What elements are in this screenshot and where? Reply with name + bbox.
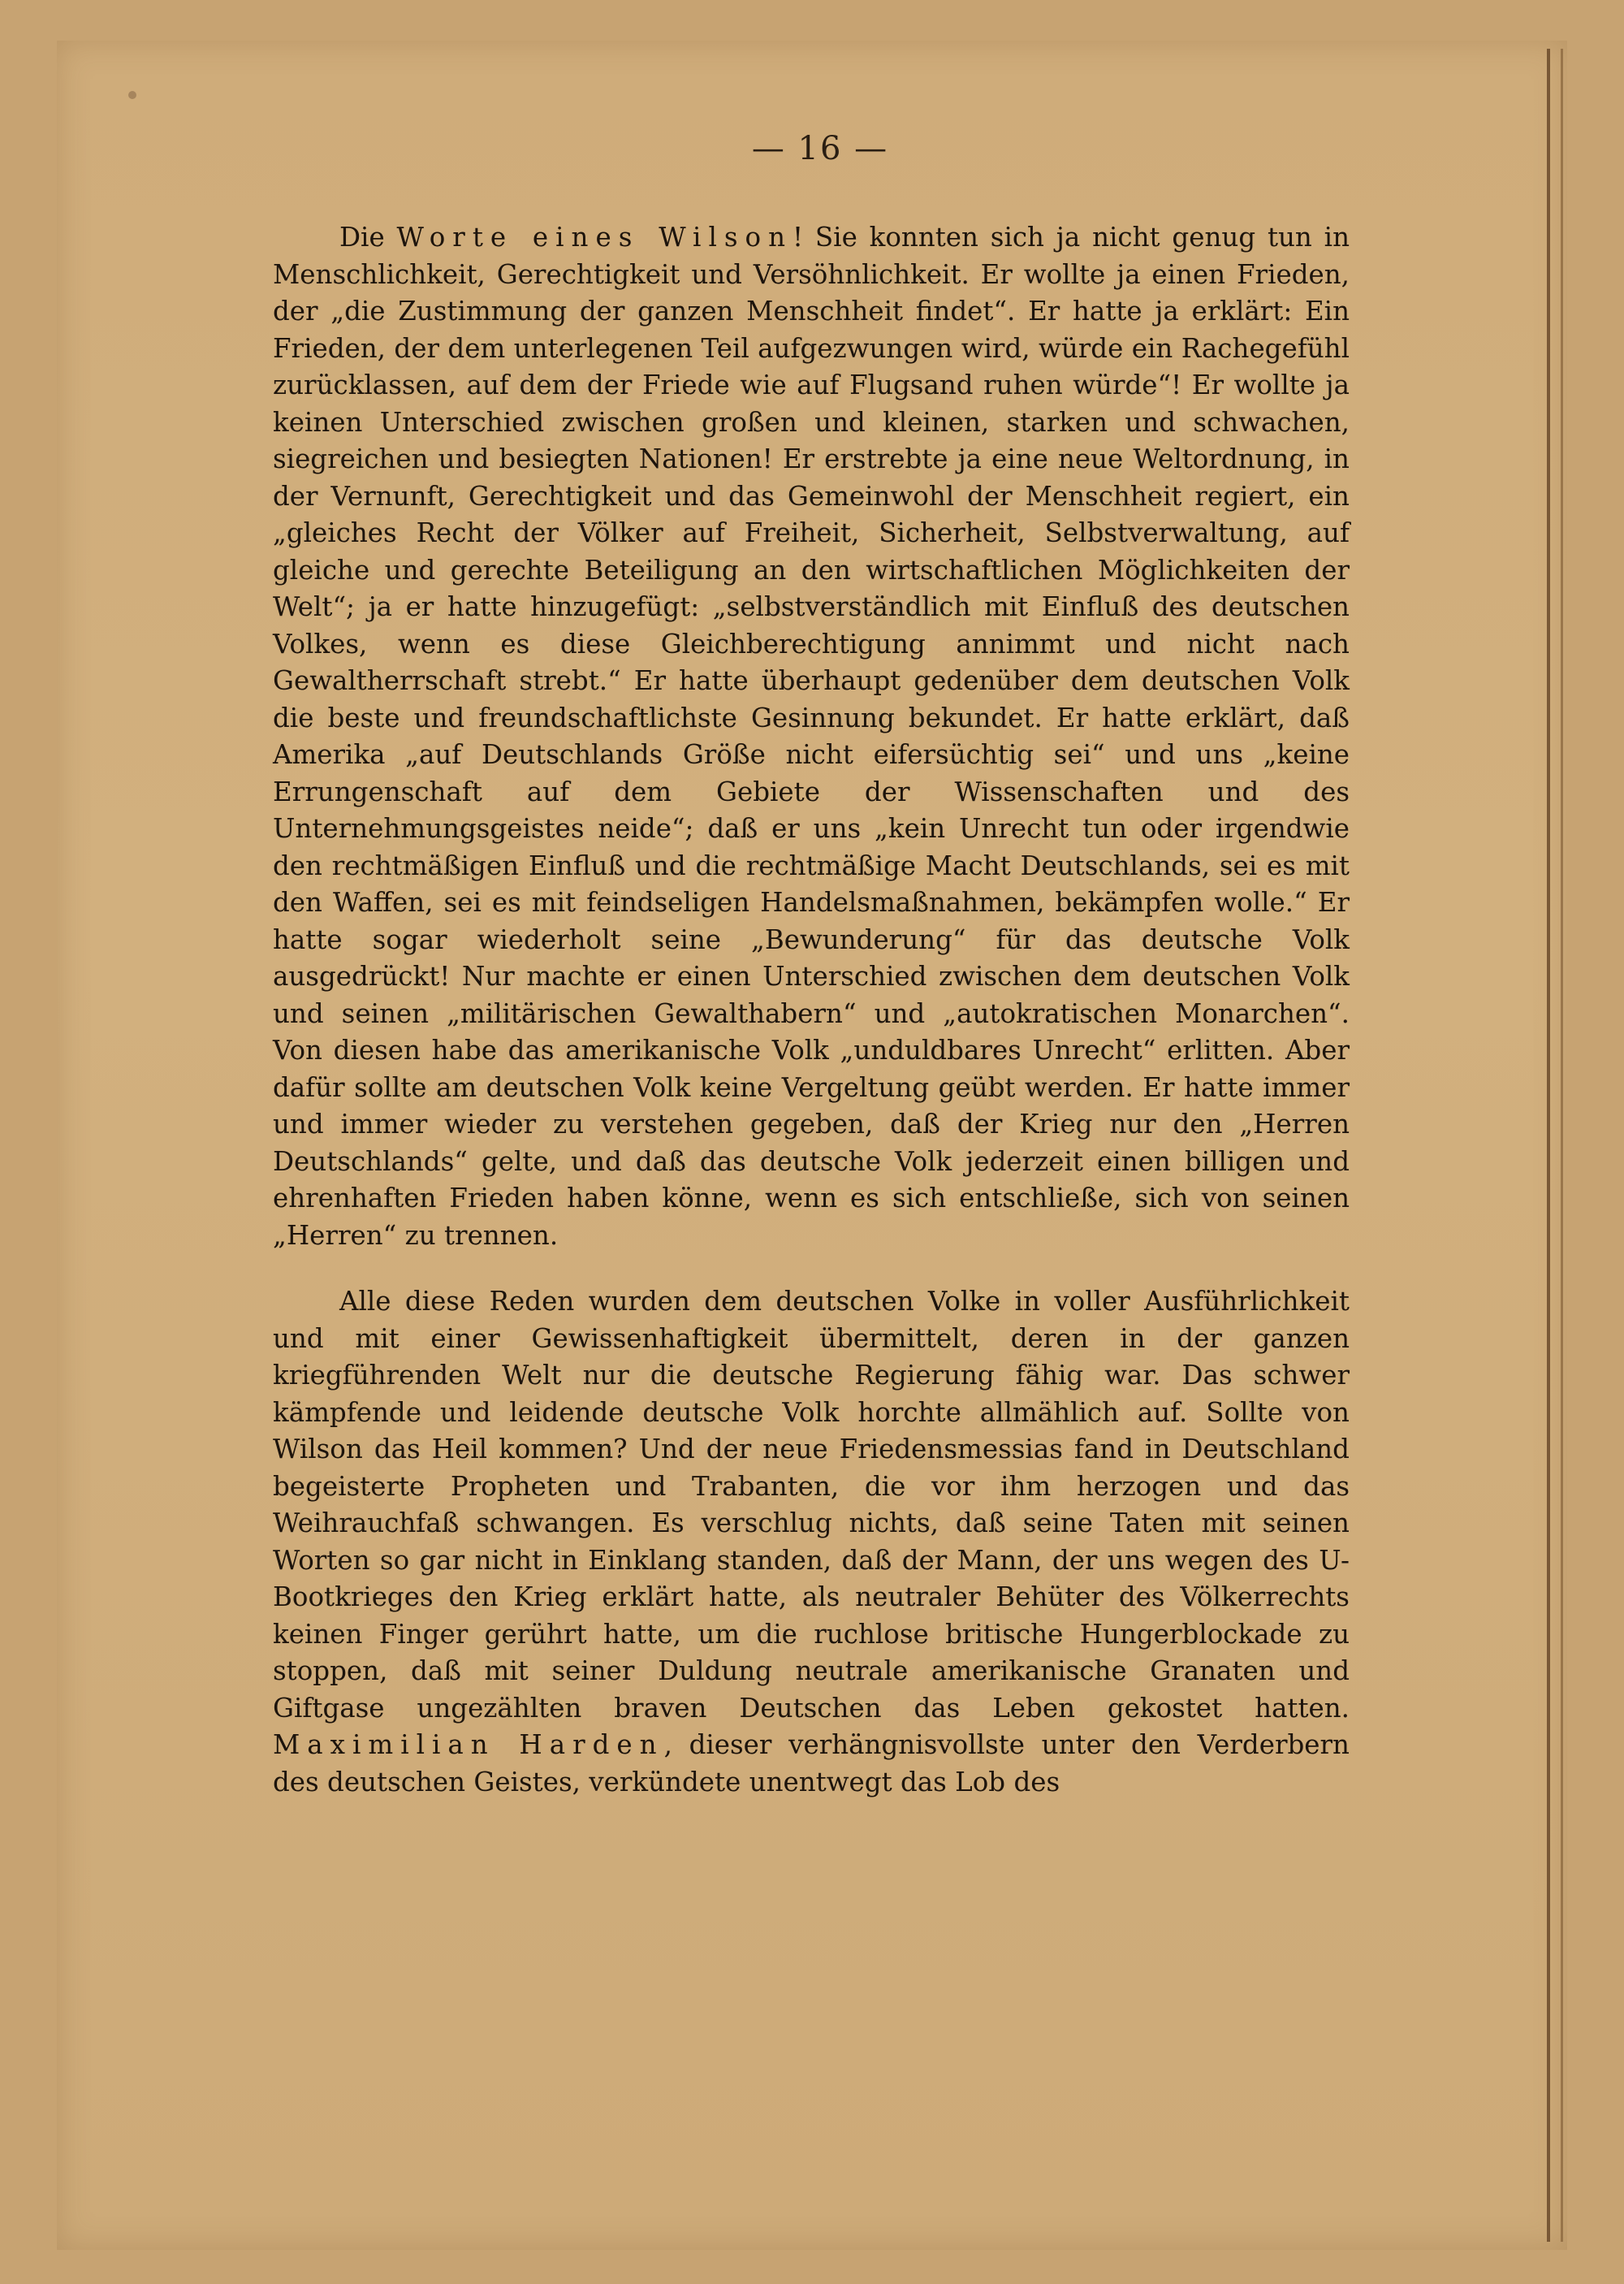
text-segment: ! Sie konnten sich ja nicht genug tun in Menschlichkeit, Gerechtigkeit und Versöhnlichkeit. Er wollte ja einen Frieden, der „die Zustimmung der ganzen Menschheit findet“. Er hatte ja erklärt: Ein Frieden, der dem unterlegenen Teil aufgezwungen wird, würde ein Rachegefühl zurücklassen, auf dem der Friede wie auf Flugsand ruhen würde“! Er wollte ja keinen Unterschied zwischen großen und kleinen, starken und schwachen, siegreichen und besiegten Nationen! Er erstrebte ja eine neue Weltordnung, in der Vernunft, Gerechtigkeit und das Gemeinwohl der Menschheit regiert, ein „gleiches Recht der Völker auf Freiheit, Sicherheit, Selbstverwaltung, auf gleiche und gerechte Beteiligung an den wirtschaftlichen Möglichkeiten der Welt“; ja er hatte hinzugefügt: „selbstverständlich mit Einfluß des deutschen Volkes, wenn es diese Gleichberechtigung annimmt und nicht nach Gewaltherrschaft strebt.“ Er hatte überhaupt gedenüber dem deutschen Volk die beste und freundschaftlichste Gesinnung bekundet. Er hatte erklärt, daß Amerika „auf Deutschlands Größe nicht eifersüchtig sei“ und uns „keine Errungenschaft auf dem Gebiete der Wissenschaften und des Unternehmungsgeistes neide“; daß er uns „kein Unrecht tun oder irgendwie den rechtmäßigen Einfluß und die rechtmäßige Macht Deutschlands, sei es mit den Waffen, sei es mit feindseligen Handelsmaßnahmen, bekämpfen wolle.“ Er hatte sogar wiederholt seine „Bewunderung“ für das deutsche Volk ausgedrückt! Nur machte er einen Unterschied zwischen dem deutschen Volk und seinen „militärischen Gewalthabern“ und „autokratischen Monarchen“. Von diesen habe das amerikanische Volk „unduldbares Unrecht“ erlitten. Aber dafür sollte am deutschen Volk keine Vergeltung geübt werden. Er hatte immer und immer wieder zu verstehen gegeben, daß der Krieg nur den „Herren Deutschlands“ gelte, und daß das deutsche Volk jederzeit einen billigen und ehrenhaften Frieden haben könne, wenn es sich entschließe, sich von seinen „Herren“ zu trennen. bbox=[273, 222, 1350, 1251]
paper-spot bbox=[128, 91, 136, 99]
page-edge bbox=[1547, 49, 1550, 2242]
text-segment: Alle diese Reden wurden dem deutschen Volke in voller Ausführlichkeit und mit einer Gewissenhaftigkeit übermittelt, deren in der ganzen kriegführenden Welt nur die deutsche Regierung fähig war. Das schwer kämpfende und leidende deutsche Volk horchte allmählich auf. Sollte von Wilson das Heil kommen? Und der neue Friedensmessias fand in Deutschland begeisterte Propheten und Trabanten, die vor ihm herzogen und das Weihrauchfaß schwangen. Es verschlug nichts, daß seine Taten mit seinen Worten so gar nicht in Einklang standen, daß der Mann, der uns wegen des U-Bootkrieges den Krieg erklärt hatte, als neutraler Behüter des Völkerrechts keinen Finger gerührt hatte, um die ruchlose britische Hungerblockade zu stoppen, daß mit seiner Duldung neutrale amerikanische Granaten und Giftgase ungezählten braven Deutschen das Leben gekostet hatten. bbox=[273, 1286, 1350, 1724]
paragraph-1 bbox=[273, 219, 1350, 1254]
page-number: — 16 — bbox=[751, 130, 889, 167]
paragraph-2 bbox=[273, 1283, 1350, 1801]
text-segment: Die bbox=[339, 222, 397, 253]
text-segment: , dieser verhängnisvollste unter den Verderbern des deutschen Geistes, verkündete unentwegt das Lob des bbox=[273, 1729, 1350, 1797]
page-edge-shadow bbox=[1561, 49, 1563, 2242]
text-segment-emphasis: Worte eines Wilson bbox=[396, 222, 793, 253]
text-segment-emphasis: Maximilian Harden bbox=[273, 1729, 664, 1760]
body-text bbox=[273, 219, 1350, 1801]
